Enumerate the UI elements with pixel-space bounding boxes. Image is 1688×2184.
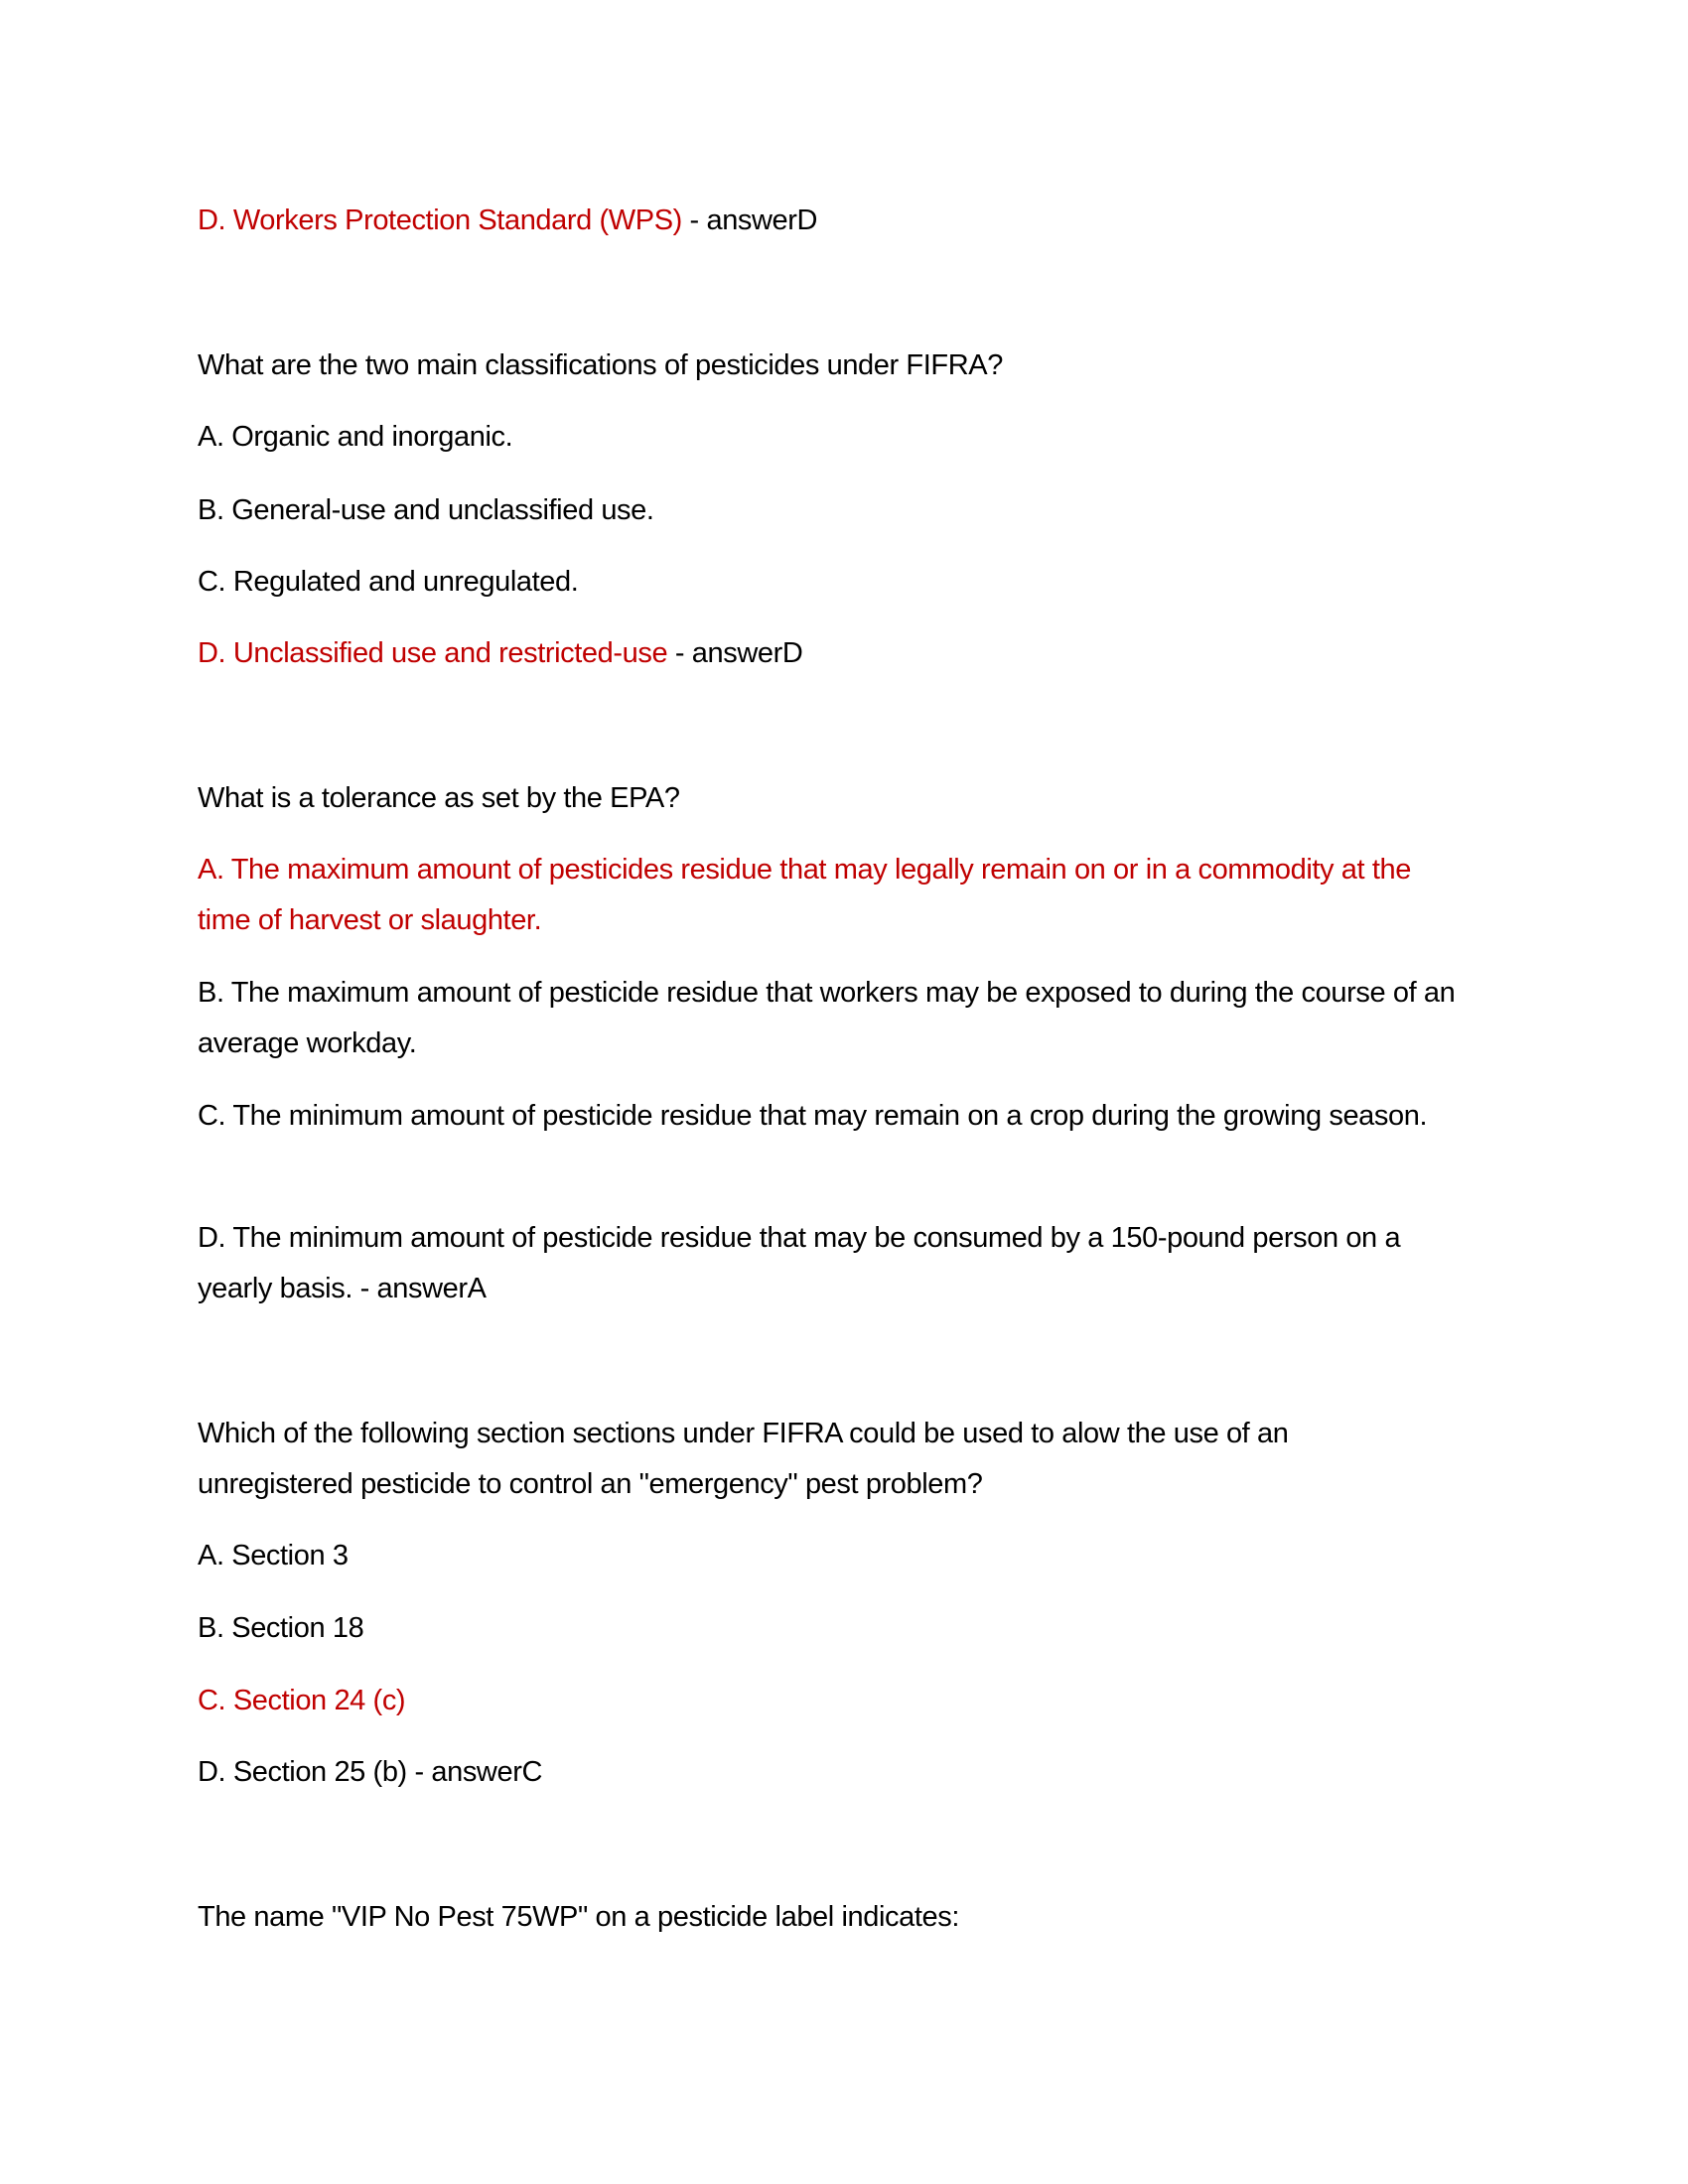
option: A. Section 3 — [198, 1540, 349, 1571]
option: C. Regulated and unregulated. — [198, 566, 579, 598]
option: D. The minimum amount of pesticide residue that may be consumed by a 150-pound person on a yearly basis. - answerA — [198, 1222, 1401, 1304]
option-correct: C. Section 24 (c) — [198, 1685, 406, 1716]
question: What are the two main classifications of pesticides under FIFRA? — [198, 349, 1003, 381]
option: B. Section 18 — [198, 1612, 364, 1644]
option-correct: D. Unclassified use and restricted-use - answerD — [198, 637, 803, 669]
option: B. The maximum amount of pesticide residue that workers may be exposed to during the course of an average workday. — [198, 977, 1456, 1059]
question: The name "VIP No Pest 75WP" on a pesticide label indicates: — [198, 1901, 959, 1933]
question: Which of the following section sections under FIFRA could be used to alow the use of an unregistered pesticide to control an "emergency" pest problem? — [198, 1418, 1289, 1500]
option-correct: A. The maximum amount of pesticides residue that may legally remain on or in a commodity at the time of harvest or slaughter. — [198, 854, 1411, 936]
answer-line: D. Workers Protection Standard (WPS) - answerD — [198, 205, 818, 236]
option: A. Organic and inorganic. — [198, 421, 513, 453]
option: D. Section 25 (b) - answerC — [198, 1756, 542, 1788]
option: C. The minimum amount of pesticide residue that may remain on a crop during the growing season. — [198, 1100, 1428, 1132]
option: B. General-use and unclassified use. — [198, 494, 654, 526]
question: What is a tolerance as set by the EPA? — [198, 782, 680, 814]
